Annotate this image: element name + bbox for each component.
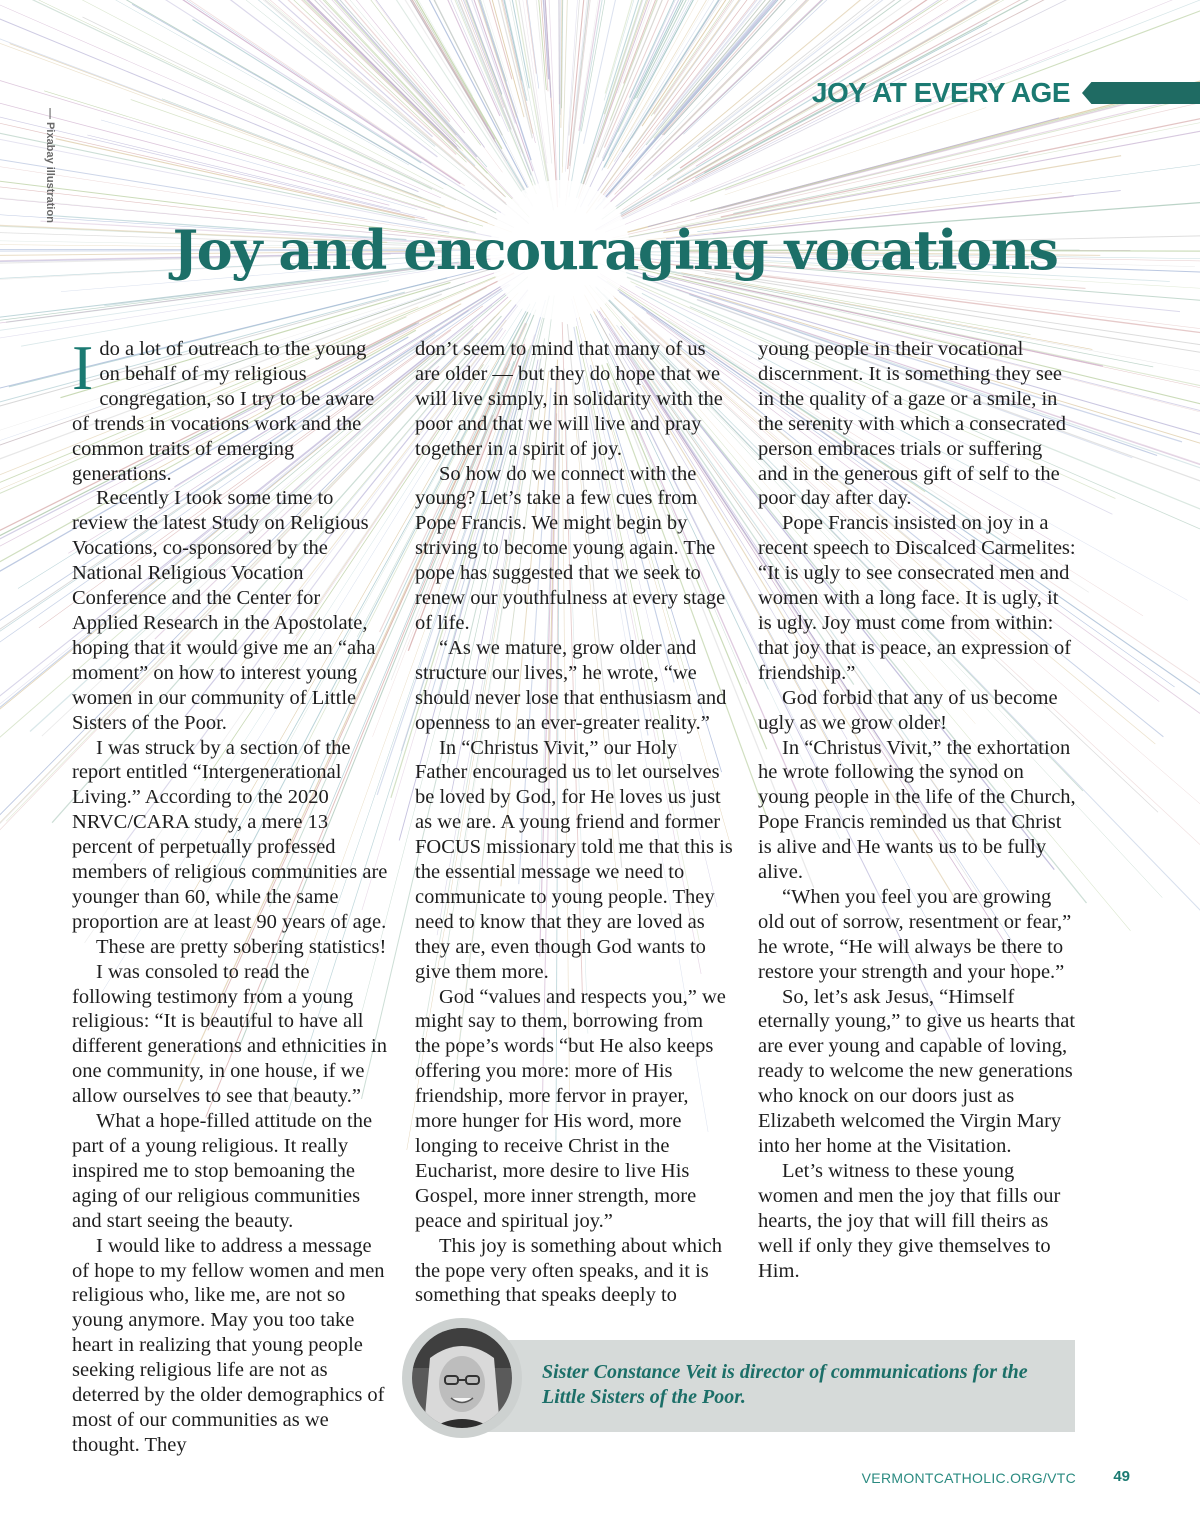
article-paragraph: God forbid that any of us become ugly as we grow older!	[758, 686, 1058, 734]
article-paragraph: “As we mature, grow older and structure our lives,” he wrote, “we should never lose that enthusiasm and openness to an ever-greater reality.”	[415, 636, 727, 734]
section-tab-bar	[1082, 82, 1200, 104]
article-paragraph: I would like to address a message of hope to my fellow women and men religious who, like me, are not so young anymore. May you too take heart in realizing that young people seeking religious life are not as deterred by the older demographics of most of our communities as we thought. They	[72, 1234, 385, 1456]
footer-url: VERMONTCATHOLIC.ORG/VTC	[861, 1470, 1076, 1486]
article-paragraph: Pope Francis insisted on joy in a recent speech to Discalced Carmelites: “It is ugly to see consecrated men and women with a long face. It is ugly, it is ugly. Joy must come from within: that joy that is peace, an expression of friendship.”	[758, 512, 1076, 684]
article-paragraph: So how do we connect with the young? Let’s take a few cues from Pope Francis. We might begin by striving to become young again. The pope has suggested that we seek to renew our youthfulness at every stage of life.	[415, 462, 726, 634]
article-paragraph: Let’s witness to these young women and men the joy that fills our hearts, the joy that will fill theirs as well if only they give themselves to Him.	[758, 1159, 1061, 1282]
article-paragraph: In “Christus Vivit,” the exhortation he wrote following the synod on young people in the life of the Church, Pope Francis reminded us that Christ is alive and He wants us to be fully alive.	[758, 736, 1076, 884]
photo-credit: — Pixabay illustration	[44, 108, 56, 223]
article-paragraph: I was struck by a section of the report entitled “Intergenerational Living.” According to the 2020 NRVC/CARA study, a mere 13 percent of perpetually professed members of religious communities are younger than 60, while the same proportion are at least 90 years of age.	[72, 736, 388, 933]
article-paragraph: Ido a lot of outreach to the young on behalf of my religious congregation, so I try to be aware of trends in vocations work and the common traits of emerging generations.	[72, 332, 375, 485]
article-column-3	[758, 337, 1076, 1283]
article-paragraph: I was consoled to read the following testimony from a young religious: “It is beautiful to have all different generations and ethnicities in one community, in one house, if we allow ourselves to see that beauty.”	[72, 960, 387, 1108]
author-portrait-icon	[412, 1328, 512, 1428]
author-bio-box	[470, 1340, 1075, 1432]
page-number: 49	[1113, 1468, 1130, 1485]
article-paragraph: Recently I took some time to review the latest Study on Religious Vocations, co-sponsored by the National Religious Vocation Conference and the Center for Applied Research in the Apostolate, hoping that it would give me an “aha moment” on how to interest young women in our community of Little Sisters of the Poor.	[72, 487, 376, 734]
article-paragraph: In “Christus Vivit,” our Holy Father encouraged us to let ourselves be loved by God, for He loves us just as we are. A young friend and former FOCUS missionary told me that this is the essential message we need to communicate to young people. They need to know that they are loved as they are, even though God wants to give them more.	[415, 736, 733, 983]
article-paragraph: This joy is something about which the pope very often speaks, and it is something that speaks deeply to	[415, 1234, 722, 1307]
article-paragraph: don’t seem to mind that many of us are older — but they do hope that we will live simply, in solidarity with the poor and that we will live and pray together in a spirit of joy.	[415, 338, 723, 460]
section-tab	[250, 78, 1200, 108]
author-bio: Sister Constance Veit is director of communications for the Little Sisters of the Poor.	[542, 1361, 1028, 1408]
article-paragraph: young people in their vocational discernment. It is something they see in the quality of a gaze or a smile, in the serenity with which a consecrated person embraces trials or suffering and in the generous gift of self to the poor day after day.	[758, 338, 1066, 510]
article-paragraph: These are pretty sobering statistics!	[96, 935, 387, 958]
article-column-1	[72, 332, 390, 1458]
article-paragraph: What a hope-filled attitude on the part of a young religious. It really inspired me to stop bemoaning the aging of our religious communities and start seeing the beauty.	[72, 1110, 373, 1232]
headline: Joy and encouraging vocations	[172, 218, 1058, 282]
drop-cap: I	[72, 332, 94, 403]
article-paragraph: So, let’s ask Jesus, “Himself eternally young,” to give us hearts that are ever young and capable of loving, ready to welcome the new generations who knock on our doors just as Elizabeth welcomed the Virgin Mary into her home at the Visitation.	[758, 985, 1076, 1157]
article-paragraph: “When you feel you are growing old out of sorrow, resentment or fear,” he wrote, “He will always be there to restore your strength and your hope.”	[758, 885, 1072, 983]
article-column-2	[415, 337, 733, 1308]
section-tab-label: JOY AT EVERY AGE	[811, 77, 1070, 108]
author-photo	[402, 1318, 522, 1438]
article-paragraph: God “values and respects you,” we might say to them, borrowing from the pope’s words “but He also keeps offering you more: more of His friendship, more fervor in prayer, more hunger for His word, more longing to receive Christ in the Eucharist, more desire to live His Gospel, more inner strength, more peace and spiritual joy.”	[415, 985, 726, 1232]
